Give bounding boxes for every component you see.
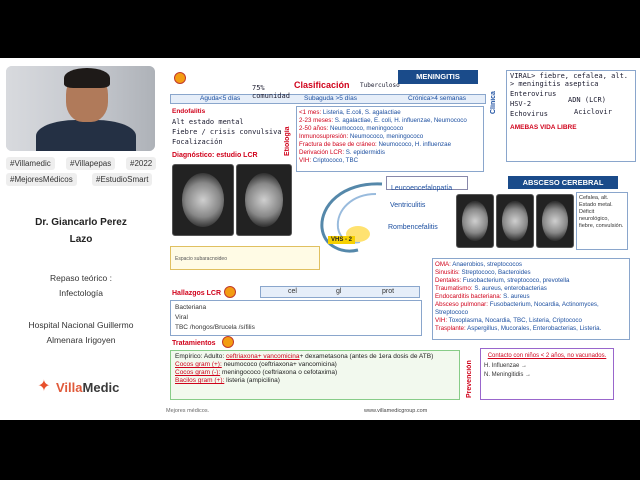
trat-empirico: Empírico: Adulto: ceftriaxona+ vancomicina+ dexametasona (antes de 1era dosis de ATB) — [175, 353, 434, 360]
lcr-viral: Viral — [175, 314, 188, 321]
handwritten-aciclovir: Aciclovir — [574, 108, 612, 116]
absceso-clinica: Cefalea, alt. Estado metal. Déficit neurológico, fiebre, convulsión. — [579, 195, 624, 229]
nmen-text: N. Meningitidis → — [484, 372, 532, 378]
trat-cocos-neg: Cocos gram (-): meningococo (ceftriaxona o cefotaxima) — [175, 369, 338, 376]
abs-row: Trasplante: Aspergillus, Mucorales, Enterobacterias, Listeria. — [435, 325, 602, 332]
etio-row: Fractura de base de cráneo: Neumococo, H. influenzae — [299, 141, 452, 148]
leuco-label: Leucoencefalopatía — [391, 185, 453, 192]
ventriculitis-label: Ventriculitis — [390, 202, 426, 209]
hinf-text: H. Influenzae → — [484, 363, 528, 369]
mri-image — [172, 164, 234, 236]
villamedic-emblem-icon — [174, 72, 186, 84]
etio-row: Derivación LCR: S. epidermidis — [299, 149, 385, 156]
subaguda-label: Subaguda >5 días — [304, 95, 357, 102]
etio-row: <1 mes: Listeria, E.coli, S. agalactiae — [299, 109, 401, 116]
etio-row: Inmunosupresión: Neumococo, meningococo — [299, 133, 424, 140]
contacto-text: Contacto con niños < 2 años, no vacunados. — [487, 353, 607, 359]
hashtag: #Villapepas — [66, 157, 115, 170]
hashtag: #EstudioSmart — [92, 173, 152, 186]
handwritten-tuberculoso: Tuberculoso — [360, 82, 400, 89]
trat-bacilos: Bacilos gram (+): listeria (ampicilina) — [175, 377, 280, 384]
handwritten-enterovirus: Enterovirus — [510, 90, 557, 98]
prot-header: prot — [382, 288, 395, 295]
hashtag: #2022 — [126, 157, 156, 170]
rombencefalitis-label: Rombencefalitis — [388, 224, 438, 231]
hospital-line2: Almenara Irigoyen — [46, 335, 116, 345]
hashtag: #MejoresMédicos — [6, 173, 77, 186]
abs-row: Dentales: Fusobacterium, streptococo, prevotella — [435, 277, 570, 284]
handwritten-pct: 75% comunidad — [252, 84, 290, 100]
doctor-name-line2: Lazo — [69, 234, 93, 245]
handwritten-endo2: Fiebre / crisis convulsiva — [172, 128, 282, 136]
logo-part-b: Medic — [82, 380, 120, 395]
handwritten-hsv2: HSV-2 — [510, 100, 532, 108]
lcr-tbc: TBC /hongos/Brucela /sífilis — [175, 324, 255, 331]
gl-header: gl — [336, 288, 342, 295]
emblem-icon — [224, 286, 236, 298]
hallazgos-label: Hallazgos LCR — [172, 290, 222, 297]
hashtag: #Villamedic — [6, 157, 55, 170]
footer-url: www.villamedicgroup.com — [364, 408, 428, 414]
topic-label: Repaso teórico : — [50, 273, 112, 283]
handwritten-endo3: Focalización — [172, 138, 223, 146]
ct-scan-1 — [456, 194, 494, 248]
meningitis-header: MENINGITIS — [398, 70, 478, 84]
etiologia-label: Etiología — [284, 126, 291, 156]
lcr-bacteriana: Bacteriana — [175, 304, 207, 311]
clinica-label: Clínica — [490, 91, 497, 114]
handwritten-viral: VIRAL> fiebre, cefalea, alt. > meningitis aseptica — [510, 72, 629, 88]
abs-row: Traumatismo: S. aureus, enterobacterias — [435, 285, 547, 292]
diagnostico-label: Diagnóstico: estudio LCR — [172, 152, 258, 159]
villamedic-logo — [34, 376, 134, 398]
abs-row: Sinusitis: Streptococo, Bacteroides — [435, 269, 531, 276]
amebas-label: AMEBAS VIDA LIBRE — [510, 124, 577, 131]
hospital-line1: Hospital Nacional Guillermo — [28, 320, 134, 330]
cronica-label: Crónica>4 semanas — [408, 95, 466, 102]
absceso-header: ABSCESO CEREBRAL — [508, 176, 618, 189]
abs-row: Endocarditis bacteriana: S. aureus — [435, 293, 530, 300]
brain-specimen-image — [236, 164, 292, 236]
abs-row: VIH: Toxoplasma, Nocardia, TBC, Listeria, Criptococo — [435, 317, 582, 324]
trat-cocos-pos: Cocos gram (+): neumococo (ceftriaxona+ vancomicina) — [175, 361, 337, 368]
endofalitis-label: Endofalitis — [172, 108, 206, 115]
doctor-name-line1: Dr. Giancarlo Perez — [35, 217, 127, 228]
presenter-panel — [0, 58, 162, 420]
emblem-icon — [222, 336, 234, 348]
lecture-slide — [164, 62, 640, 418]
tratamientos-label: Tratamientos — [172, 340, 216, 347]
footer-left: Mejores médicos. — [166, 408, 210, 414]
etio-row: VIH: Criptococo, TBC — [299, 157, 359, 164]
vhs-badge: VHS - 2 — [328, 236, 355, 244]
etio-row: 2-50 años: Neumococo, meningococo — [299, 125, 404, 132]
espacio-label: Espacio subaracnoideo — [175, 256, 227, 262]
brain-diagram — [312, 176, 392, 256]
cel-header: cel — [288, 288, 297, 295]
ct-scan-3 — [536, 194, 574, 248]
abs-row: Absceso pulmonar: Fusobacterium, Nocardia, Actinomyces, Streptococo — [435, 301, 599, 316]
abs-row: OMA: Anaerobios, streptococos — [435, 261, 523, 268]
handwritten-endo1: Alt estado mental — [172, 118, 244, 126]
handwritten-adn: ADN (LCR) — [568, 96, 606, 104]
aguda-label: Aguda<5 días — [200, 95, 241, 102]
clasificacion-title: Clasificación — [294, 80, 350, 90]
etio-row: 2-23 meses: S. agalactiae, E. coli, H. influenzae, Neumococo — [299, 117, 467, 124]
handwritten-echovirus: Echovirus — [510, 110, 548, 118]
logo-part-a: Villa — [56, 380, 83, 395]
wings-icon: ✦ — [37, 378, 51, 395]
webcam-video — [6, 66, 155, 151]
ct-scan-2 — [496, 194, 534, 248]
topic-name: Infectología — [59, 288, 103, 298]
prevencion-label: Prevención — [466, 360, 473, 398]
